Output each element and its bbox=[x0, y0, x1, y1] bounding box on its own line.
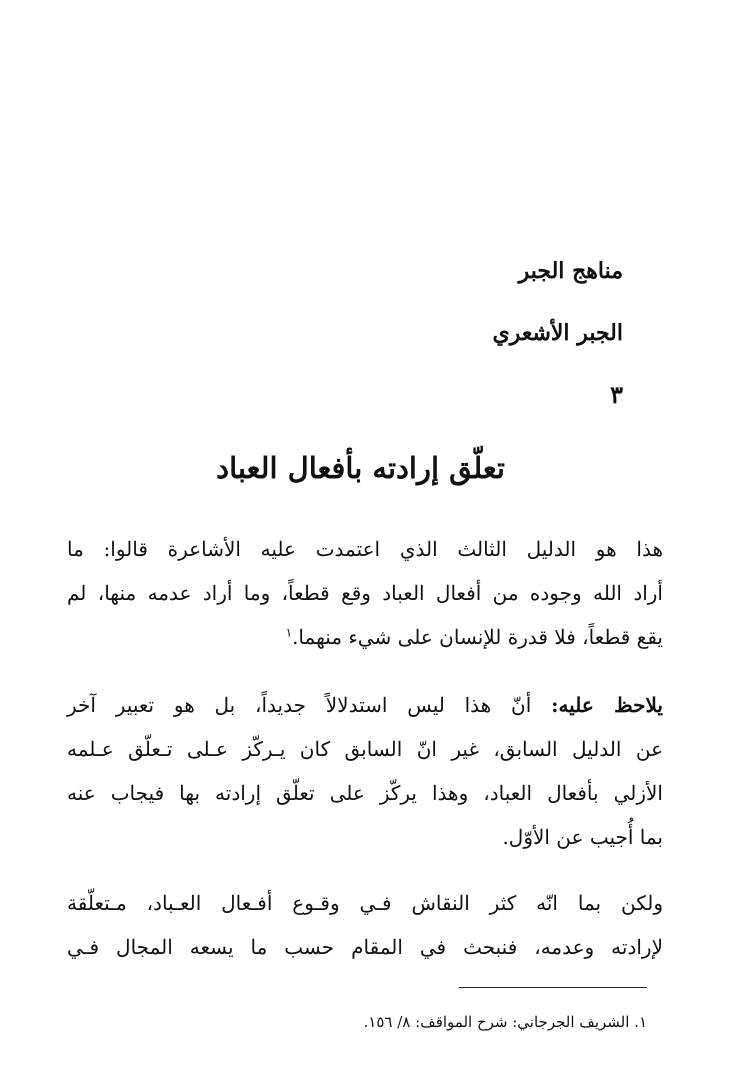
paragraph-line-with-footnote bbox=[67, 615, 663, 659]
paragraph-line: بما أُجيب عن الأوّل. bbox=[502, 825, 663, 849]
paragraph-line: عن الدليل السابق، غير انّ السابق كان يـركّز عـلى تـعلّق عـلمه bbox=[67, 737, 663, 761]
paragraph-lead: يلاحظ عليه: bbox=[551, 693, 664, 717]
paragraph-line-with-lead bbox=[67, 683, 663, 727]
paragraph-line: أراد الله وجوده من أفعال العباد وقع قطعاً، وما أراد عدمه منها، لم bbox=[67, 581, 663, 605]
paragraph-line: ولكن بما انّه كثر النقاش فـي وقـوع أفـعال العـباد، مـتعلّقة bbox=[67, 891, 663, 915]
paragraph-line: لإرادته وعدمه، فنبحث في المقام حسب ما يسعه المجال فـي bbox=[67, 935, 663, 959]
section-header: مناهج الجبر bbox=[518, 258, 623, 284]
paragraph-line-text: يقع قطعاً، فلا قدرة للإنسان على شيء منهما. bbox=[292, 625, 663, 649]
footnote-marker[interactable]: ١ bbox=[285, 625, 293, 640]
paragraph-line-text: أنّ هذا ليس استدلالاً جديداً، بل هو تعبير آخر bbox=[67, 693, 552, 717]
footnote-divider bbox=[459, 987, 647, 988]
paragraph-3 bbox=[67, 881, 663, 969]
paragraph-line: هذا هو الدليل الثالث الذي اعتمدت عليه الأشاعرة قالوا: ما bbox=[67, 537, 663, 561]
paragraph-1 bbox=[67, 527, 663, 659]
subsection-header: الجبر الأشعري bbox=[492, 320, 623, 346]
section-number: ٣ bbox=[610, 380, 623, 409]
footnote-text: ١. الشريف الجرجاني: شرح المواقف: ٨/ ١٥٦. bbox=[363, 1013, 647, 1031]
chapter-title: تعلّق إرادته بأفعال العباد bbox=[216, 451, 505, 485]
paragraph-line: الأزلي بأفعال العباد، وهذا يركّز على تعلّق إرادته بها فيجاب عنه bbox=[67, 781, 663, 805]
paragraph-2 bbox=[67, 683, 663, 859]
